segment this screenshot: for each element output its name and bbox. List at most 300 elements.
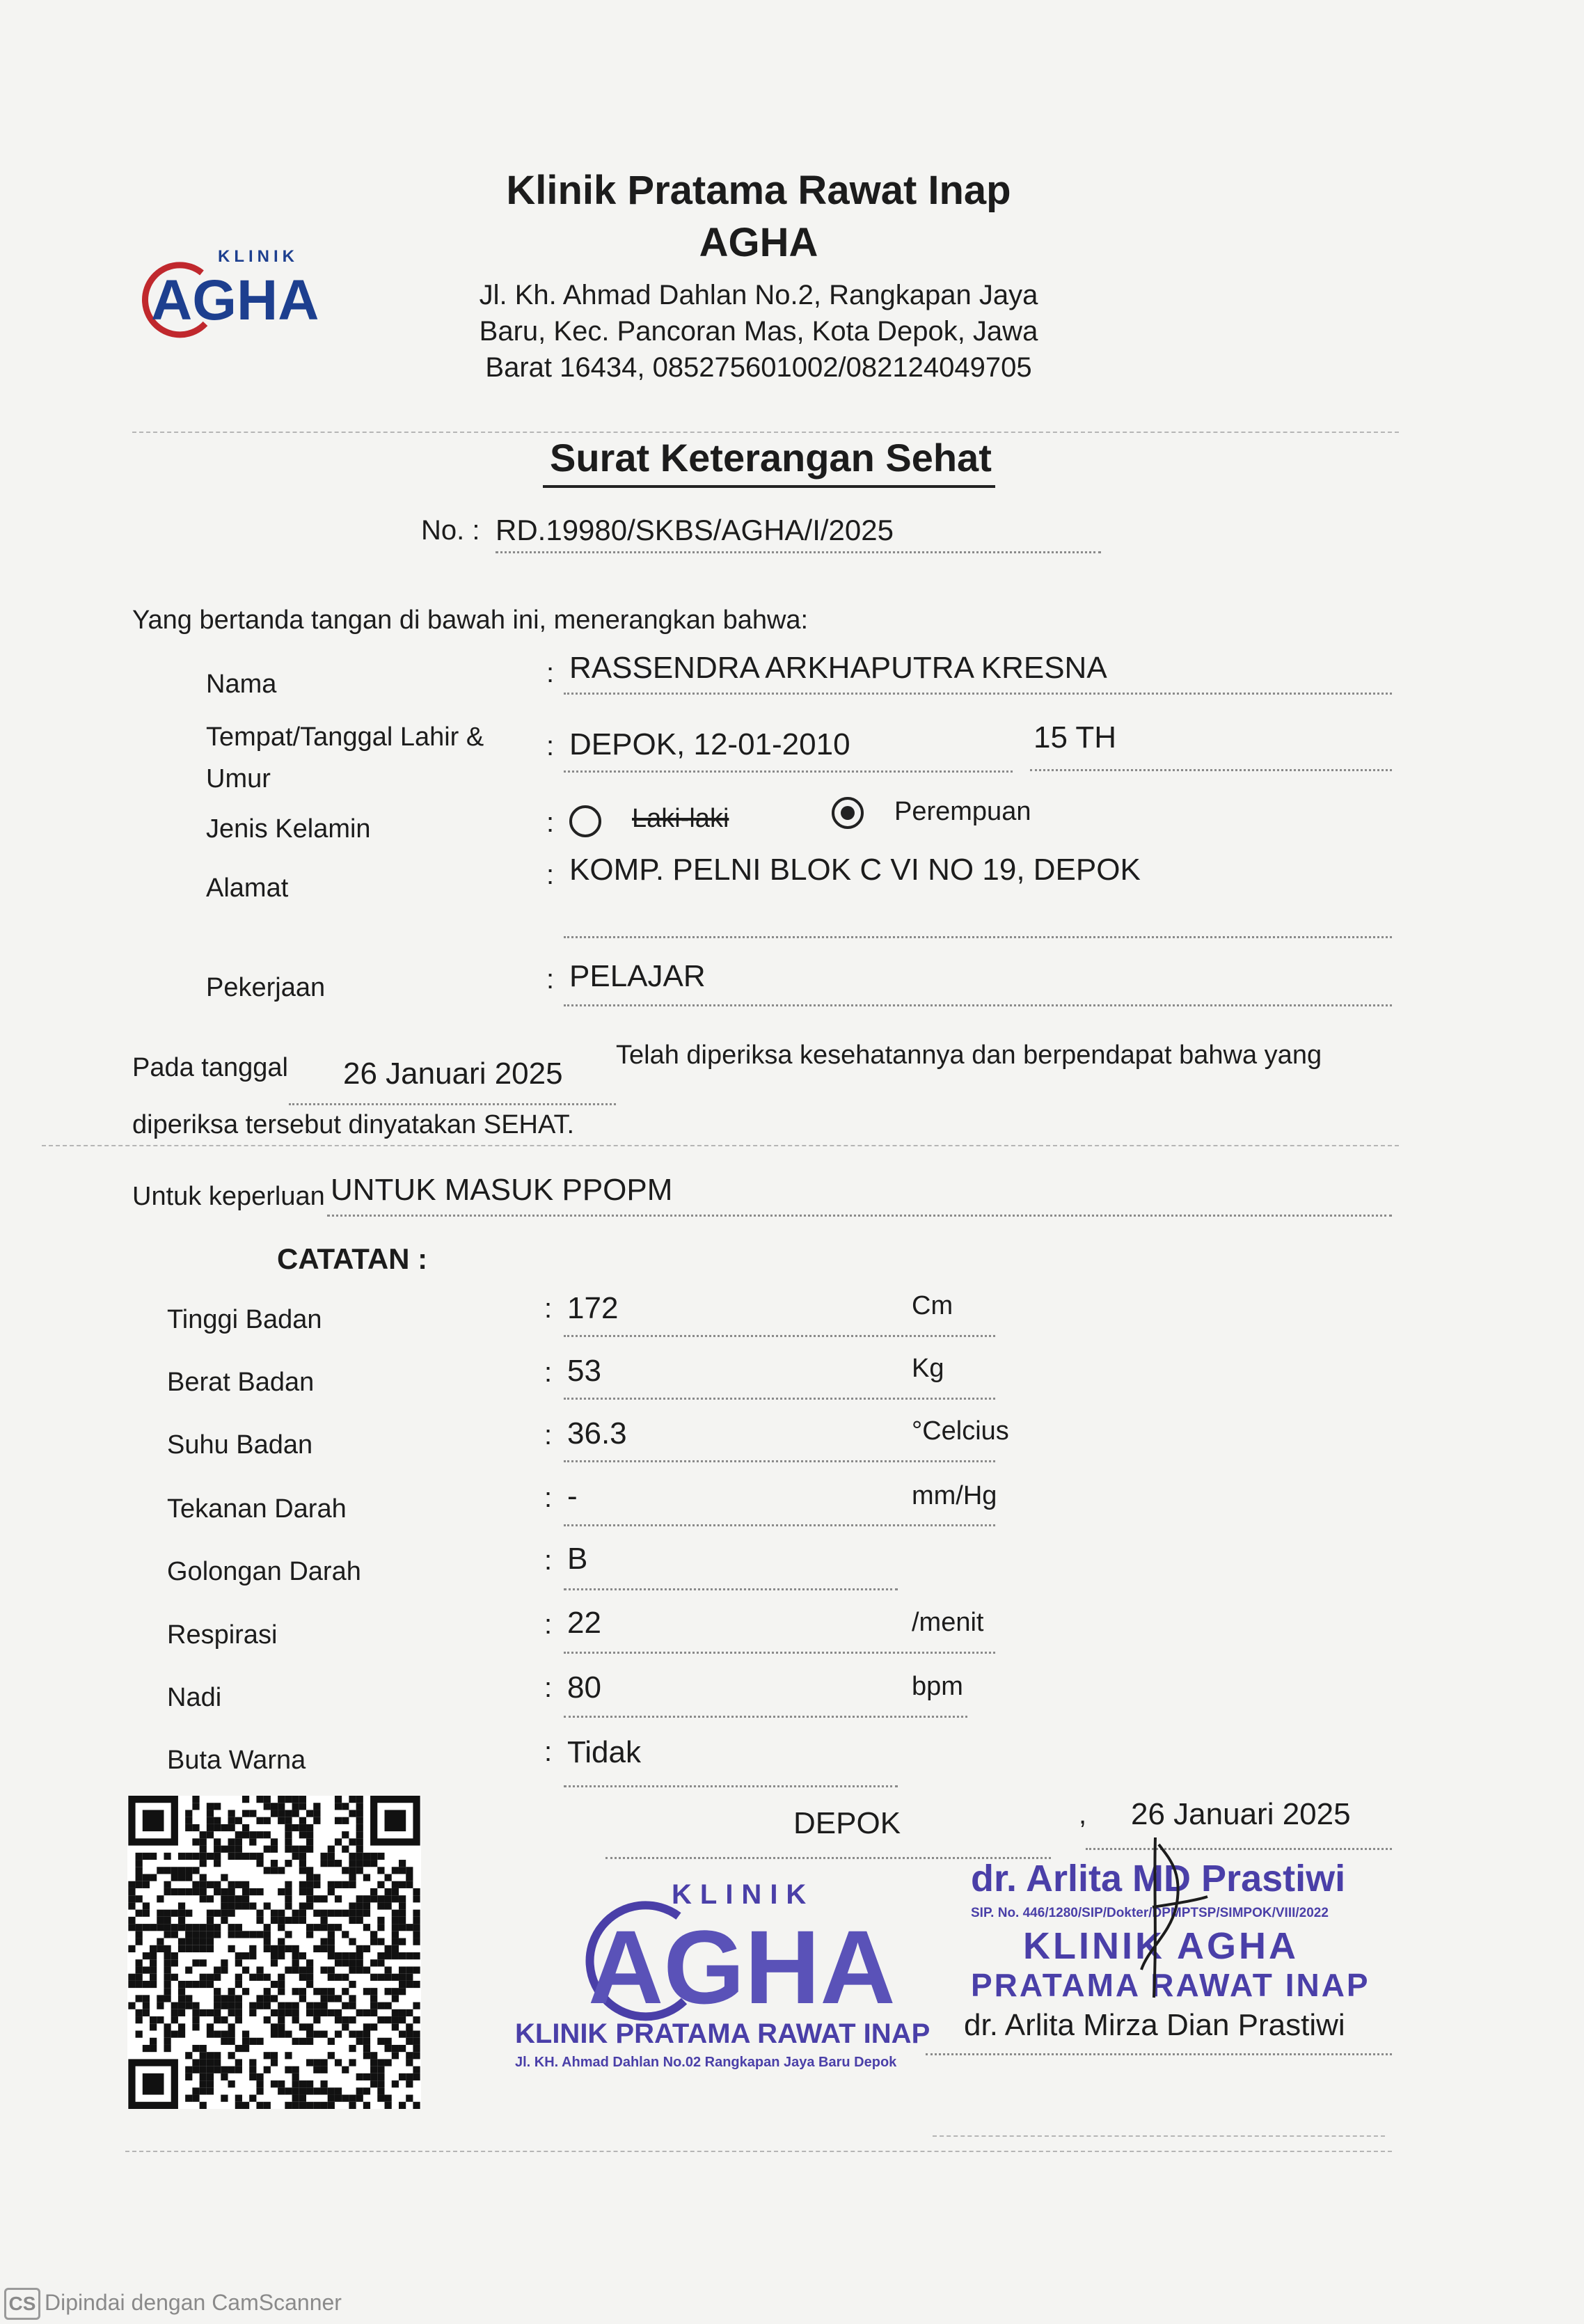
qr-module [377,1902,384,1909]
qr-module [356,1966,363,1973]
qr-module [356,2038,363,2045]
qr-module [278,1924,285,1931]
qr-module [235,1838,242,1845]
qr-module [207,2080,214,2087]
qr-module [143,1966,150,1973]
qr-module [349,2002,356,2009]
qr-module [128,2002,135,2009]
qr-module [306,2087,313,2094]
qr-module [349,1995,356,2002]
qr-module [150,1952,157,1959]
doctor-name-line [926,2053,1392,2055]
qr-module [413,1952,420,1959]
qr-module [313,2009,320,2016]
qr-module [164,1910,171,1917]
qr-module [221,1888,228,1895]
qr-module [164,1888,171,1895]
qr-module [249,1945,256,1952]
qr-module [200,1945,207,1952]
qr-module [235,2059,242,2066]
qr-module [278,1796,285,1803]
qr-module [320,1924,327,1931]
qr-module [385,2045,392,2052]
qr-module [200,2087,207,2094]
notes-row-colon: : [544,1420,553,1450]
qr-module [128,1881,135,1888]
notes-row-label: Tekanan Darah [167,1494,347,1524]
qr-module [214,2059,221,2066]
qr-module [377,1938,384,1945]
notes-row-value: 172 [567,1291,619,1325]
doctor-stamp-permit: SIP. No. 446/1280/SIP/Dokter/DPMPTSP/SIMPOK/VIII/2022 [971,1906,1329,1920]
qr-module [278,1810,285,1817]
qr-module [328,1945,335,1952]
qr-module [306,2102,313,2109]
qr-module [235,2009,242,2016]
qr-module [306,1824,313,1831]
qr-module [200,2066,207,2073]
qr-module [306,1924,313,1931]
qr-module [335,1796,342,1803]
qr-module [292,1846,299,1853]
qr-module [271,1995,278,2002]
qr-module [242,1988,249,1995]
qr-module [164,1924,171,1931]
qr-module [299,1803,306,1810]
qr-module [377,1867,384,1874]
qr-module [278,1910,285,1917]
qr-module [306,1874,313,1881]
qr-module [306,1966,313,1973]
qr-finder-pattern [385,1810,406,1831]
clinic-stamp-main-text: AGHA [588,1908,896,2025]
qr-module [342,1817,349,1824]
qr-module [128,1895,135,1902]
qr-module [192,2087,199,2094]
qr-module [192,2059,199,2066]
qr-module [221,1966,228,1973]
qr-module [249,2095,256,2102]
qr-module [200,1981,207,1988]
notes-row-colon: : [544,1545,553,1576]
qr-module [356,1860,363,1867]
qr-module [249,1838,256,1845]
qr-module [385,2016,392,2023]
qr-module [285,1846,292,1853]
qr-module [150,1945,157,1952]
qr-module [221,2073,228,2080]
qr-module [235,1902,242,1909]
qr-module [406,2073,413,2080]
qr-module [235,1931,242,1938]
qr-module [413,2016,420,2023]
address-colon: : [546,860,555,890]
qr-module [406,1867,413,1874]
qr-module [200,2045,207,2052]
qr-module [271,1952,278,1959]
qr-module [242,2031,249,2038]
qr-module [228,1895,235,1902]
address-value: KOMP. PELNI BLOK C VI NO 19, DEPOK [569,853,1141,887]
qr-module [349,1881,356,1888]
qr-module [214,2031,221,2038]
notes-row-label: Nadi [167,1683,222,1712]
qr-module [313,1945,320,1952]
qr-module [356,1846,363,1853]
qr-module [256,1853,263,1860]
qr-module [313,2087,320,2094]
qr-module [292,2080,299,2087]
qr-module [264,2002,271,2009]
qr-module [256,2087,263,2094]
qr-module [185,1817,192,1824]
purpose-line [327,1215,1392,1217]
qr-module [356,1824,363,1831]
qr-module [399,2102,406,2109]
qr-module [349,1917,356,1924]
qr-module [185,1981,192,1988]
qr-module [285,1966,292,1973]
qr-module [406,1981,413,1988]
qr-module [370,1995,377,2002]
qr-module [200,2009,207,2016]
qr-module [256,2102,263,2109]
qr-module [370,2023,377,2030]
qr-module [150,1959,157,1966]
qr-module [228,1853,235,1860]
qr-module [363,1853,370,1860]
qr-module [356,2095,363,2102]
qr-module [249,1974,256,1981]
qr-module [271,1910,278,1917]
qr-module [392,1895,399,1902]
qr-module [214,1995,221,2002]
qr-module [335,1910,342,1917]
qr-module [271,1867,278,1874]
clinic-address-line2: Baru, Kec. Pancoran Mas, Kota Depok, Jawa [479,316,1038,347]
qr-module [356,2073,363,2080]
qr-module [192,1938,199,1945]
qr-module [228,1817,235,1824]
qr-module [249,1831,256,1838]
qr-module [306,2002,313,2009]
qr-module [313,1895,320,1902]
qr-module [349,1867,356,1874]
qr-module [207,1803,214,1810]
qr-module [406,1974,413,1981]
qr-module [370,1888,377,1895]
qr-module [228,1995,235,2002]
qr-module [143,2002,150,2009]
qr-module [214,1824,221,1831]
qr-module [413,1966,420,1973]
notes-row-unit: Cm [912,1291,953,1320]
qr-module [256,1888,263,1895]
qr-module [406,2031,413,2038]
qr-module [185,1924,192,1931]
qr-module [363,2038,370,2045]
qr-module [143,1924,150,1931]
qr-module [278,1981,285,1988]
qr-module [320,2031,327,2038]
qr-module [143,2009,150,2016]
qr-module [306,1895,313,1902]
qr-module [235,2066,242,2073]
qr-module [377,1917,384,1924]
qr-module [392,2023,399,2030]
qr-module [143,1902,150,1909]
qr-module [377,2073,384,2080]
qr-module [271,2080,278,2087]
qr-module [178,1910,185,1917]
qr-module [207,2009,214,2016]
job-line [564,1004,1392,1006]
exam-statement-line2: diperiksa tersebut dinyatakan SEHAT. [132,1110,575,1139]
qr-module [320,1853,327,1860]
qr-module [406,2059,413,2066]
qr-module [192,1924,199,1931]
qr-module [207,1931,214,1938]
qr-module [356,2031,363,2038]
qr-module [377,2087,384,2094]
qr-module [320,2066,327,2073]
qr-module [207,2087,214,2094]
qr-module [349,1874,356,1881]
qr-module [271,1917,278,1924]
qr-module [192,1888,199,1895]
qr-module [335,2009,342,2016]
qr-module [363,2052,370,2059]
qr-module [328,1995,335,2002]
qr-module [192,1803,199,1810]
qr-module [185,2095,192,2102]
qr-module [185,1938,192,1945]
qr-module [349,2045,356,2052]
exam-statement-line [42,1145,1399,1146]
notes-row-line [564,1652,995,1654]
qr-module [235,1881,242,1888]
qr-module [164,1981,171,1988]
qr-module [207,1881,214,1888]
qr-module [207,1895,214,1902]
qr-module [278,1803,285,1810]
qr-module [200,1924,207,1931]
qr-module [299,1995,306,2002]
name-line [564,693,1392,695]
qr-module [235,1817,242,1824]
clinic-stamp-address: Jl. KH. Ahmad Dahlan No.02 Rangkapan Jaya Baru Depok [515,2055,897,2070]
qr-module [328,1888,335,1895]
clinic-logo-main-text: AGHA [151,269,319,332]
qr-module [349,1838,356,1845]
qr-module [392,1931,399,1938]
qr-module [278,2009,285,2016]
qr-module [178,1888,185,1895]
qr-module [392,1881,399,1888]
qr-module [320,2080,327,2087]
qr-module [185,1966,192,1973]
qr-module [292,1803,299,1810]
qr-module [178,1924,185,1931]
qr-module [200,1831,207,1838]
qr-module [399,1952,406,1959]
qr-module [299,1867,306,1874]
qr-module [306,1981,313,1988]
qr-module [192,1824,199,1831]
qr-module [377,2016,384,2023]
qr-module [128,1902,135,1909]
qr-module [342,1881,349,1888]
qr-module [363,2023,370,2030]
qr-module [164,1917,171,1924]
qr-module [136,1938,143,1945]
qr-module [385,1974,392,1981]
qr-module [228,1838,235,1845]
qr-module [164,1952,171,1959]
qr-module [256,1910,263,1917]
notes-row-line [564,1588,898,1590]
qr-module [377,1924,384,1931]
qr-module [306,1902,313,1909]
qr-module [249,2009,256,2016]
qr-module [128,1981,135,1988]
qr-module [349,2095,356,2102]
qr-module [356,1803,363,1810]
qr-module [136,1853,143,1860]
address-label: Alamat [206,874,289,903]
qr-module [249,2066,256,2073]
qr-module [299,1881,306,1888]
qr-module [313,1810,320,1817]
qr-module [256,1931,263,1938]
qr-module [292,2073,299,2080]
qr-module [335,2016,342,2023]
qr-module [342,1931,349,1938]
qr-module [242,1796,249,1803]
gender-male-radio[interactable] [569,805,601,837]
qr-module [150,2016,157,2023]
qr-module [185,1888,192,1895]
qr-module [249,2002,256,2009]
qr-module [185,1931,192,1938]
qr-module [392,1995,399,2002]
gender-female-radio[interactable] [832,797,864,829]
qr-module [285,1902,292,1909]
notes-row-colon: : [544,1293,553,1324]
gender-label: Jenis Kelamin [206,814,371,844]
qr-module [235,1959,242,1966]
qr-module [320,1966,327,1973]
qr-module [249,1853,256,1860]
qr-module [221,1874,228,1881]
qr-module [406,1874,413,1881]
qr-module [356,1917,363,1924]
qr-module [335,2095,342,2102]
qr-module [214,2066,221,2073]
qr-module [228,2052,235,2059]
qr-module [342,1910,349,1917]
qr-module [221,1917,228,1924]
qr-module [157,1924,164,1931]
qr-module [221,1910,228,1917]
qr-module [320,2002,327,2009]
qr-module [335,1952,342,1959]
notes-row-colon: : [544,1737,553,1767]
qr-module [228,1988,235,1995]
qr-module [242,1931,249,1938]
notes-row-value: Tidak [567,1735,641,1769]
qr-module [377,2059,384,2066]
qr-module [328,1881,335,1888]
qr-module [370,1895,377,1902]
qr-module [192,2023,199,2030]
qr-module [406,2095,413,2102]
qr-module [299,1796,306,1803]
qr-module [335,1860,342,1867]
qr-module [271,1803,278,1810]
qr-module [385,1888,392,1895]
qr-module [228,2066,235,2073]
qr-module [150,1974,157,1981]
qr-module [299,2023,306,2030]
scanner-text: Dipindai dengan CamScanner [45,2290,342,2315]
qr-module [228,1888,235,1895]
qr-module [413,2038,420,2045]
qr-module [306,1881,313,1888]
document-title-underline [543,485,995,488]
qr-module [221,1995,228,2002]
qr-module [228,1902,235,1909]
qr-module [214,2016,221,2023]
qr-module [406,2080,413,2087]
qr-module [406,1966,413,1973]
qr-module [264,1938,271,1945]
notes-row-colon: : [544,1357,553,1388]
qr-module [320,1988,327,1995]
qr-module [136,1895,143,1902]
qr-module [413,1931,420,1938]
qr-module [214,2052,221,2059]
notes-row-label: Berat Badan [167,1368,315,1397]
birth-label-line1: Tempat/Tanggal Lahir & [206,722,484,752]
qr-module [264,1867,271,1874]
qr-module [328,2102,335,2109]
qr-module [164,1867,171,1874]
notes-row-line [564,1716,967,1718]
qr-module [164,1881,171,1888]
qr-module [264,1924,271,1931]
qr-module [185,1853,192,1860]
qr-module [278,1974,285,1981]
qr-module [143,1981,150,1988]
qr-module [285,1931,292,1938]
qr-module [342,2002,349,2009]
qr-module [370,1974,377,1981]
qr-module [214,1817,221,1824]
qr-module [370,2052,377,2059]
qr-module [370,1988,377,1995]
qr-module [264,2052,271,2059]
notes-row-value: - [567,1479,578,1513]
notes-row-line [564,1398,995,1400]
qr-module [200,2102,207,2109]
qr-module [292,2009,299,2016]
qr-module [413,1910,420,1917]
qr-module [242,1952,249,1959]
qr-module [249,1931,256,1938]
qr-module [285,1796,292,1803]
qr-module [200,2073,207,2080]
